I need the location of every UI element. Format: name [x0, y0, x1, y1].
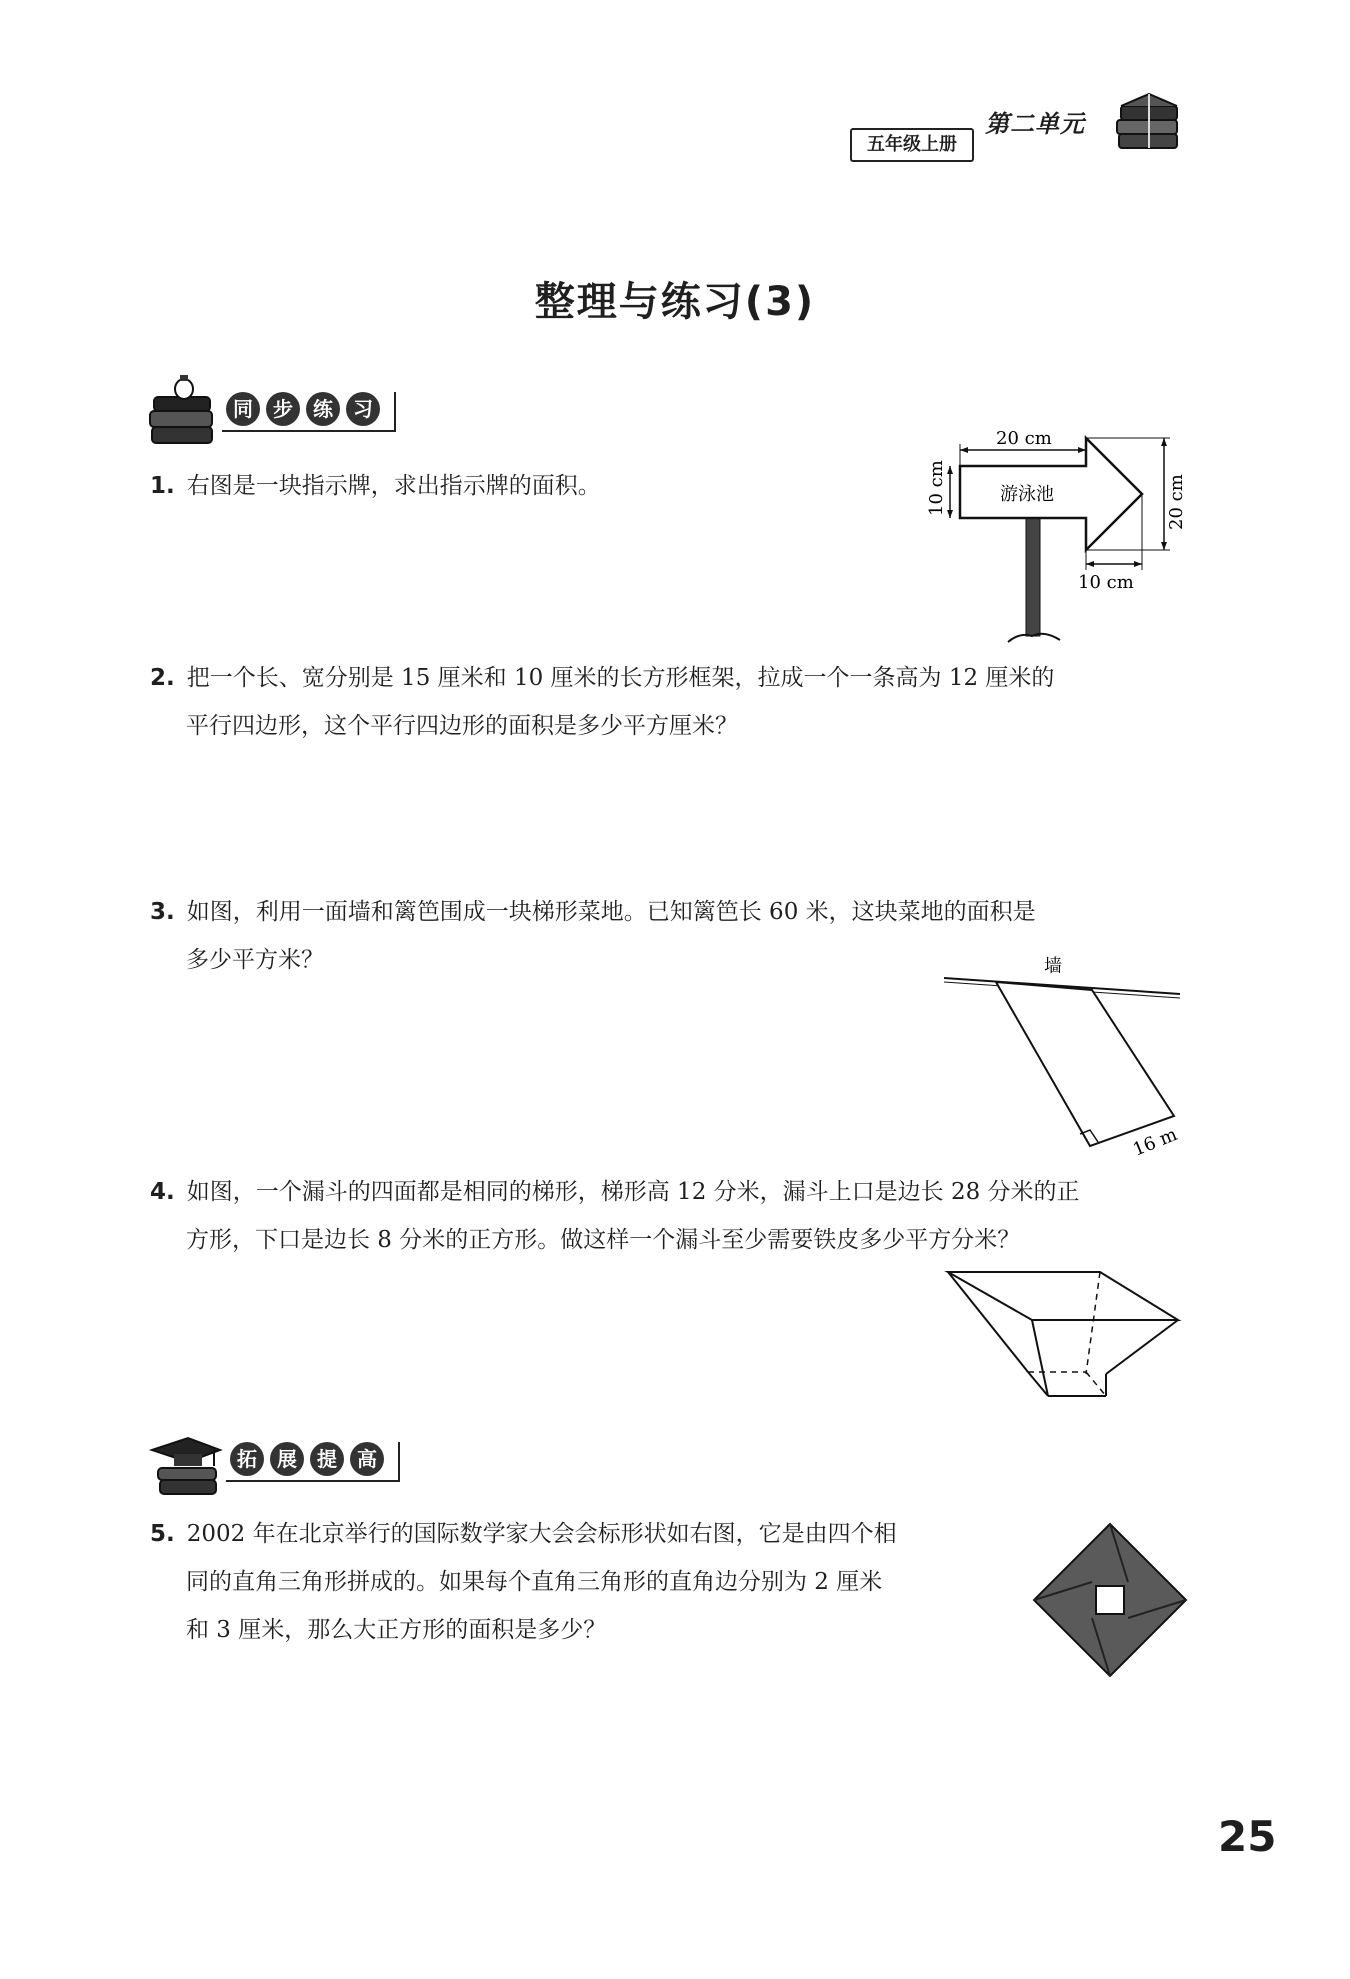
question-text: 右图是一块指示牌，求出指示牌的面积。: [186, 473, 601, 499]
unit-label: 第二单元: [985, 110, 1085, 138]
sign-figure: [920, 420, 1190, 654]
extension-char-3: 提: [310, 1442, 344, 1476]
sign-left-height: 10 cm: [926, 460, 947, 516]
question-4: [150, 1168, 1200, 1264]
header-book-icon: [1115, 90, 1183, 166]
sign-bottom-width: 10 cm: [1078, 572, 1134, 593]
sign-right-height: 20 cm: [1166, 474, 1187, 530]
question-2: [150, 654, 1200, 750]
grade-label: 五年级上册: [850, 128, 974, 162]
practice-char-2: 步: [266, 392, 300, 426]
question-text-line-2: 方形，下口是边长 8 分米的正方形。做这样一个漏斗至少需要铁皮多少平方分米？: [186, 1227, 1021, 1253]
sign-top-width: 20 cm: [996, 428, 1052, 449]
question-text-line-1: 把一个长、宽分别是 15 厘米和 10 厘米的长方形框架，拉成一个一条高为 12 厘米的: [186, 665, 1055, 691]
garden-side-label: 16 m: [1130, 1124, 1181, 1160]
question-text-line-2: 平行四边形，这个平行四边形的面积是多少平方厘米？: [186, 713, 738, 739]
page-title: 整理与练习(3): [534, 279, 816, 325]
funnel-figure: [940, 1264, 1190, 1408]
garden-figure: [940, 950, 1190, 1164]
page-number: 25: [1218, 1812, 1277, 1861]
practice-section-header: [222, 392, 396, 432]
extension-char-2: 展: [270, 1442, 304, 1476]
sign-board-text: 游泳池: [1000, 484, 1054, 505]
question-5: [150, 1510, 1030, 1654]
extension-cap-icon: [148, 1428, 224, 1508]
practice-char-1: 同: [226, 392, 260, 426]
question-text-line-2: 同的直角三角形拼成的。如果每个直角三角形的直角边分别为 2 厘米: [186, 1569, 883, 1595]
congress-logo-figure: [1030, 1520, 1190, 1684]
question-number: 5.: [150, 1521, 175, 1547]
question-number: 2.: [150, 665, 175, 691]
question-1: [150, 462, 890, 510]
practice-books-icon: [148, 375, 218, 459]
question-number: 3.: [150, 899, 175, 925]
question-number: 1.: [150, 473, 175, 499]
question-text-line-1: 如图，一个漏斗的四面都是相同的梯形，梯形高 12 分米，漏斗上口是边长 28 分米的正: [186, 1179, 1080, 1205]
extension-char-4: 高: [350, 1442, 384, 1476]
extension-char-1: 拓: [230, 1442, 264, 1476]
garden-wall-label: 墙: [1044, 956, 1062, 977]
question-text-line-2: 多少平方米？: [186, 947, 324, 973]
question-number: 4.: [150, 1179, 175, 1205]
practice-char-4: 习: [346, 392, 380, 426]
question-text-line-3: 和 3 厘米，那么大正方形的面积是多少？: [186, 1617, 607, 1643]
extension-section-header: [226, 1442, 400, 1482]
question-text-line-1: 2002 年在北京举行的国际数学家大会会标形状如右图，它是由四个相: [186, 1521, 897, 1547]
question-text-line-1: 如图，利用一面墙和篱笆围成一块梯形菜地。已知篱笆长 60 米，这块菜地的面积是: [186, 899, 1036, 925]
practice-char-3: 练: [306, 392, 340, 426]
